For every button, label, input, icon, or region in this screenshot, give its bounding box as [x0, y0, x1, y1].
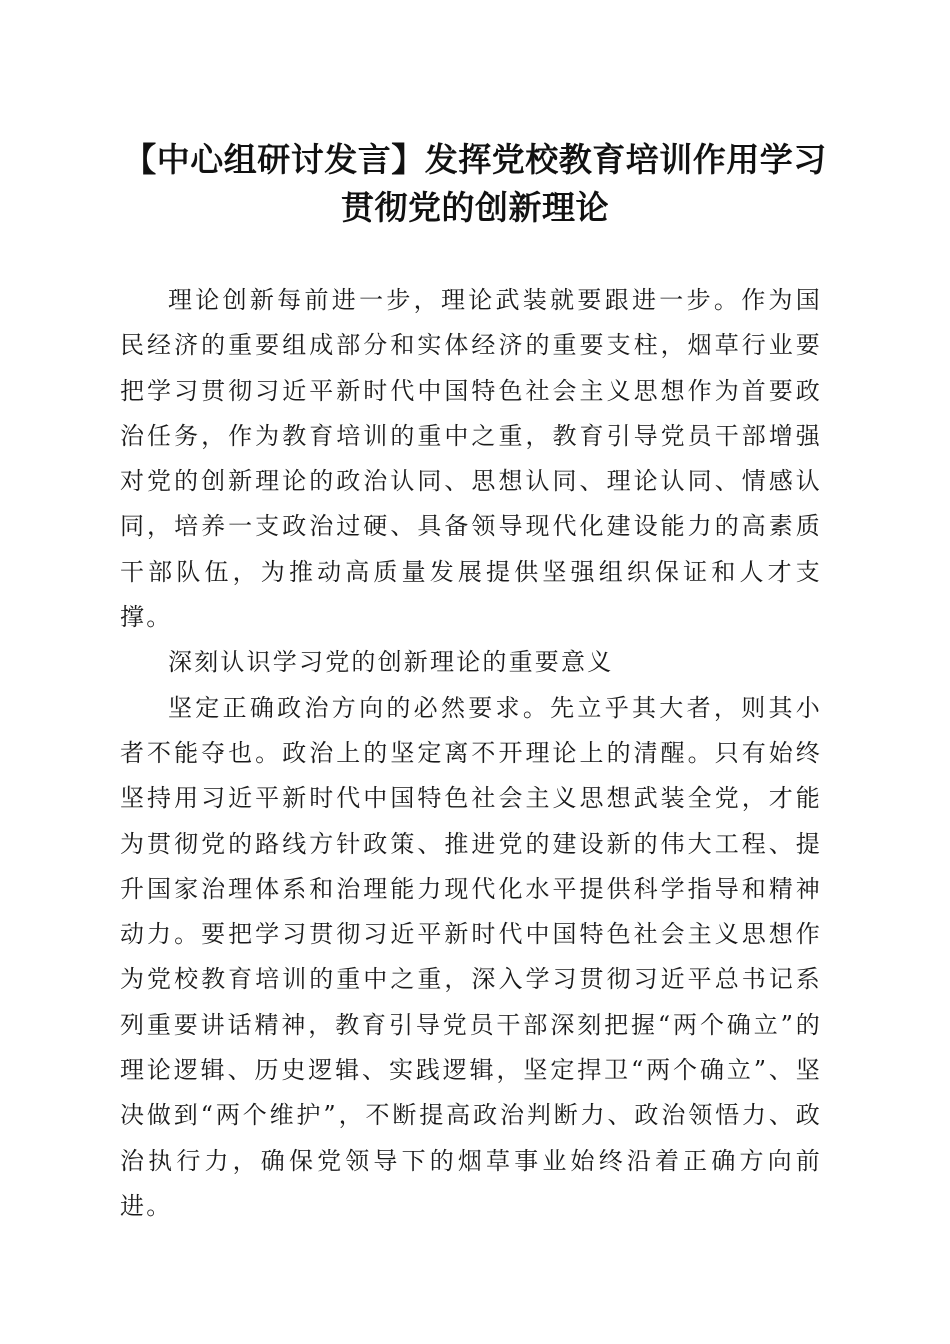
document-body [120, 278, 822, 1229]
document-title: 【中心组研讨发言】发挥党校教育培训作用学习贯彻党的创新理论 [123, 140, 827, 227]
paragraph-political-direction: 坚定正确政治方向的必然要求。先立乎其大者，则其小者不能夺也。政治上的坚定离不开理论上的清醒。只有始终坚持用习近平新时代中国特色社会主义思想武装全党，才能为贯彻党的路线方针政策、推进党的建设新的伟大工程、提升国家治理体系和治理能力现代化水平提供科学指导和精神动力。要把学习贯彻习近平新时代中国特色社会主义思想作为党校教育培训的重中之重，深入学习贯彻习近平总书记系列重要讲话精神，教育引导党员干部深刻把握“两个确立”的理论逻辑、历史逻辑、实践逻辑，坚定捍卫“两个确立”、坚决做到“两个维护”，不断提高政治判断力、政治领悟力、政治执行力，确保党领导下的烟草事业始终沿着正确方向前进。 [120, 693, 822, 1220]
section-heading: 深刻认识学习党的创新理论的重要意义 [168, 648, 614, 677]
paragraph-intro: 理论创新每前进一步，理论武装就要跟进一步。作为国民经济的重要组成部分和实体经济的重要支柱，烟草行业要把学习贯彻习近平新时代中国特色社会主义思想作为首要政治任务，作为教育培训的重中之重，教育引导党员干部增强对党的创新理论的政治认同、思想认同、理论认同、情感认同，培养一支政治过硬、具备领导现代化建设能力的高素质干部队伍，为推动高质量发展提供坚强组织保证和人才支撑。 [120, 286, 822, 632]
